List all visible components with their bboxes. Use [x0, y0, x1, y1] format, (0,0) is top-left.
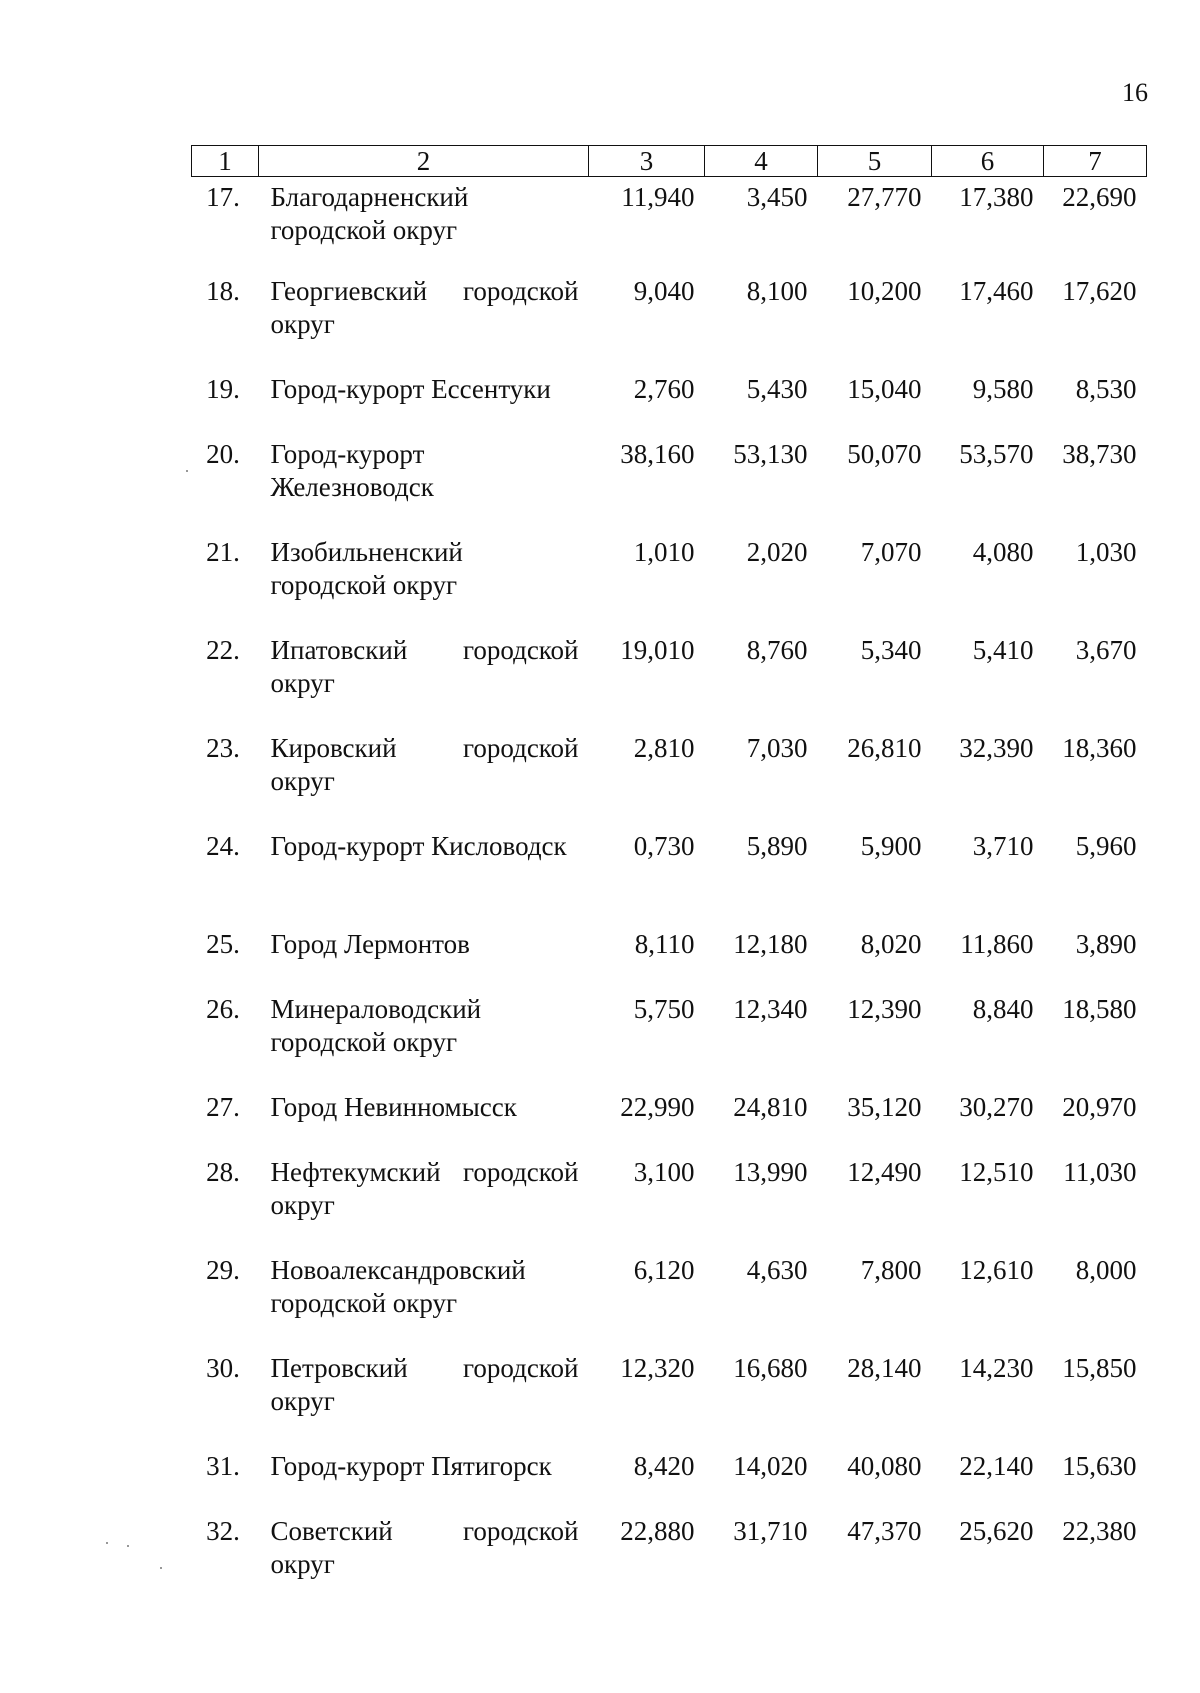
scan-speck	[106, 1542, 108, 1544]
value-col-6: 4,080	[972, 536, 1034, 567]
value-col-3: 22,990	[620, 1091, 695, 1122]
value-col-4: 24,810	[733, 1091, 808, 1122]
value-col-6: 32,390	[959, 732, 1034, 763]
value-col-5: 12,390	[847, 993, 922, 1024]
header-col-3: 3	[589, 146, 705, 177]
municipality-name: Петровский городской округ	[270, 1352, 579, 1416]
value-col-3: 38,160	[620, 438, 695, 469]
table-row	[192, 373, 1147, 438]
data-table	[191, 145, 1147, 1613]
value-col-7: 5,960	[1075, 830, 1137, 861]
value-col-6: 30,270	[959, 1091, 1034, 1122]
header-col-1: 1	[192, 146, 259, 177]
value-col-6: 12,510	[959, 1156, 1034, 1187]
value-col-4: 8,100	[746, 275, 808, 306]
value-col-7: 11,030	[1063, 1156, 1137, 1187]
table-row	[192, 830, 1147, 928]
value-col-4: 5,890	[746, 830, 808, 861]
value-col-3: 2,760	[633, 373, 695, 404]
table-row	[192, 993, 1147, 1091]
scan-speck	[160, 1567, 162, 1569]
value-col-6: 25,620	[959, 1515, 1034, 1546]
table-row	[192, 1156, 1147, 1254]
table-row	[192, 438, 1147, 536]
municipality-name: Город-курорт Ессентуки	[270, 373, 551, 404]
value-col-4: 8,760	[746, 634, 808, 665]
value-col-5: 15,040	[847, 373, 922, 404]
value-col-7: 20,970	[1062, 1091, 1137, 1122]
value-col-3: 6,120	[633, 1254, 695, 1285]
value-col-3: 1,010	[633, 536, 695, 567]
value-col-4: 13,990	[733, 1156, 808, 1187]
table-body	[192, 177, 1147, 1613]
municipality-name: Советский городской округ	[270, 1515, 579, 1579]
value-col-4: 2,020	[746, 536, 808, 567]
value-col-5: 12,490	[847, 1156, 922, 1187]
value-col-5: 5,900	[860, 830, 922, 861]
row-number: 31.	[206, 1450, 240, 1481]
value-col-6: 3,710	[972, 830, 1034, 861]
table-row	[192, 1254, 1147, 1352]
municipality-name: Новоалександровский городской округ	[270, 1254, 526, 1318]
value-col-7: 3,670	[1075, 634, 1137, 665]
value-col-5: 7,070	[860, 536, 922, 567]
table-row	[192, 275, 1147, 373]
value-col-3: 9,040	[633, 275, 695, 306]
value-col-6: 9,580	[972, 373, 1034, 404]
row-number: 19.	[206, 373, 240, 404]
scan-speck	[186, 470, 188, 472]
value-col-3: 3,100	[633, 1156, 695, 1187]
row-number: 18.	[206, 275, 240, 306]
value-col-4: 14,020	[733, 1450, 808, 1481]
row-number: 24.	[206, 830, 240, 861]
value-col-6: 12,610	[959, 1254, 1034, 1285]
header-col-4: 4	[705, 146, 818, 177]
municipality-name: Изобильненский городской округ	[270, 536, 463, 600]
municipality-name: Город Лермонтов	[270, 928, 470, 959]
value-col-6: 22,140	[959, 1450, 1034, 1481]
municipality-name: Город-курорт Кисловодск	[270, 830, 567, 861]
value-col-4: 31,710	[733, 1515, 808, 1546]
row-number: 17.	[206, 182, 240, 212]
table-row	[192, 1352, 1147, 1450]
table-row	[192, 634, 1147, 732]
value-col-4: 4,630	[746, 1254, 808, 1285]
value-col-7: 22,690	[1062, 182, 1137, 212]
value-col-7: 8,530	[1075, 373, 1137, 404]
value-col-7: 17,620	[1062, 275, 1137, 306]
municipality-name: Город-курорт Пятигорск	[270, 1450, 552, 1481]
value-col-3: 11,940	[621, 182, 695, 212]
table-header	[192, 146, 1147, 177]
municipality-name: Город Невинномысск	[270, 1091, 517, 1122]
value-col-6: 5,410	[972, 634, 1034, 665]
row-number: 26.	[206, 993, 240, 1024]
value-col-5: 28,140	[847, 1352, 922, 1383]
row-number: 21.	[206, 536, 240, 567]
value-col-3: 19,010	[620, 634, 695, 665]
value-col-4: 12,180	[733, 928, 808, 959]
value-col-7: 22,380	[1062, 1515, 1137, 1546]
value-col-3: 2,810	[633, 732, 695, 763]
row-number: 20.	[206, 438, 240, 469]
value-col-5: 35,120	[847, 1091, 922, 1122]
value-col-3: 8,110	[634, 928, 695, 959]
value-col-6: 53,570	[959, 438, 1034, 469]
value-col-4: 12,340	[733, 993, 808, 1024]
data-table-container	[191, 145, 1146, 1613]
header-col-2: 2	[259, 146, 589, 177]
row-number: 23.	[206, 732, 240, 763]
value-col-7: 3,890	[1075, 928, 1137, 959]
municipality-name: Кировский городской округ	[270, 732, 579, 796]
value-col-7: 8,000	[1075, 1254, 1137, 1285]
value-col-5: 27,770	[847, 182, 922, 212]
value-col-7: 1,030	[1075, 536, 1137, 567]
value-col-4: 5,430	[746, 373, 808, 404]
page-number: 16	[1122, 78, 1148, 107]
value-col-6: 11,860	[960, 928, 1034, 959]
value-col-5: 40,080	[847, 1450, 922, 1481]
municipality-name: Нефтекумский городской округ	[270, 1156, 579, 1220]
value-col-3: 8,420	[633, 1450, 695, 1481]
row-number: 30.	[206, 1352, 240, 1383]
municipality-name: Благодарненский городской округ	[270, 182, 469, 245]
value-col-5: 8,020	[860, 928, 922, 959]
value-col-5: 26,810	[847, 732, 922, 763]
header-col-5: 5	[818, 146, 932, 177]
table-row	[192, 177, 1147, 275]
value-col-6: 17,460	[959, 275, 1034, 306]
value-col-5: 47,370	[847, 1515, 922, 1546]
value-col-6: 17,380	[959, 182, 1034, 212]
value-col-7: 18,580	[1062, 993, 1137, 1024]
municipality-name: Георгиевский городской округ	[270, 275, 579, 339]
value-col-5: 50,070	[847, 438, 922, 469]
value-col-5: 5,340	[860, 634, 922, 665]
value-col-5: 10,200	[847, 275, 922, 306]
table-row	[192, 1515, 1147, 1613]
municipality-name: Ипатовский городской округ	[270, 634, 579, 698]
value-col-7: 18,360	[1062, 732, 1137, 763]
header-col-6: 6	[932, 146, 1044, 177]
table-row	[192, 536, 1147, 634]
value-col-6: 14,230	[959, 1352, 1034, 1383]
scan-speck	[127, 1545, 129, 1547]
row-number: 25.	[206, 928, 240, 959]
value-col-3: 12,320	[620, 1352, 695, 1383]
value-col-4: 53,130	[733, 438, 808, 469]
value-col-7: 15,850	[1062, 1352, 1137, 1383]
value-col-3: 0,730	[633, 830, 695, 861]
municipality-name: Город-курорт Железноводск	[270, 438, 434, 502]
row-number: 32.	[206, 1515, 240, 1546]
value-col-4: 16,680	[733, 1352, 808, 1383]
value-col-4: 7,030	[746, 732, 808, 763]
municipality-name: Минераловодский городской округ	[270, 993, 482, 1057]
value-col-3: 22,880	[620, 1515, 695, 1546]
row-number: 27.	[206, 1091, 240, 1122]
row-number: 29.	[206, 1254, 240, 1285]
value-col-3: 5,750	[633, 993, 695, 1024]
value-col-7: 15,630	[1062, 1450, 1137, 1481]
table-row	[192, 1450, 1147, 1515]
header-col-7: 7	[1044, 146, 1147, 177]
table-row	[192, 732, 1147, 830]
value-col-5: 7,800	[860, 1254, 922, 1285]
value-col-4: 3,450	[746, 182, 808, 212]
row-number: 22.	[206, 634, 240, 665]
value-col-6: 8,840	[972, 993, 1034, 1024]
header-row	[192, 146, 1147, 177]
row-number: 28.	[206, 1156, 240, 1187]
table-row	[192, 1091, 1147, 1156]
table-row	[192, 928, 1147, 993]
value-col-7: 38,730	[1062, 438, 1137, 469]
